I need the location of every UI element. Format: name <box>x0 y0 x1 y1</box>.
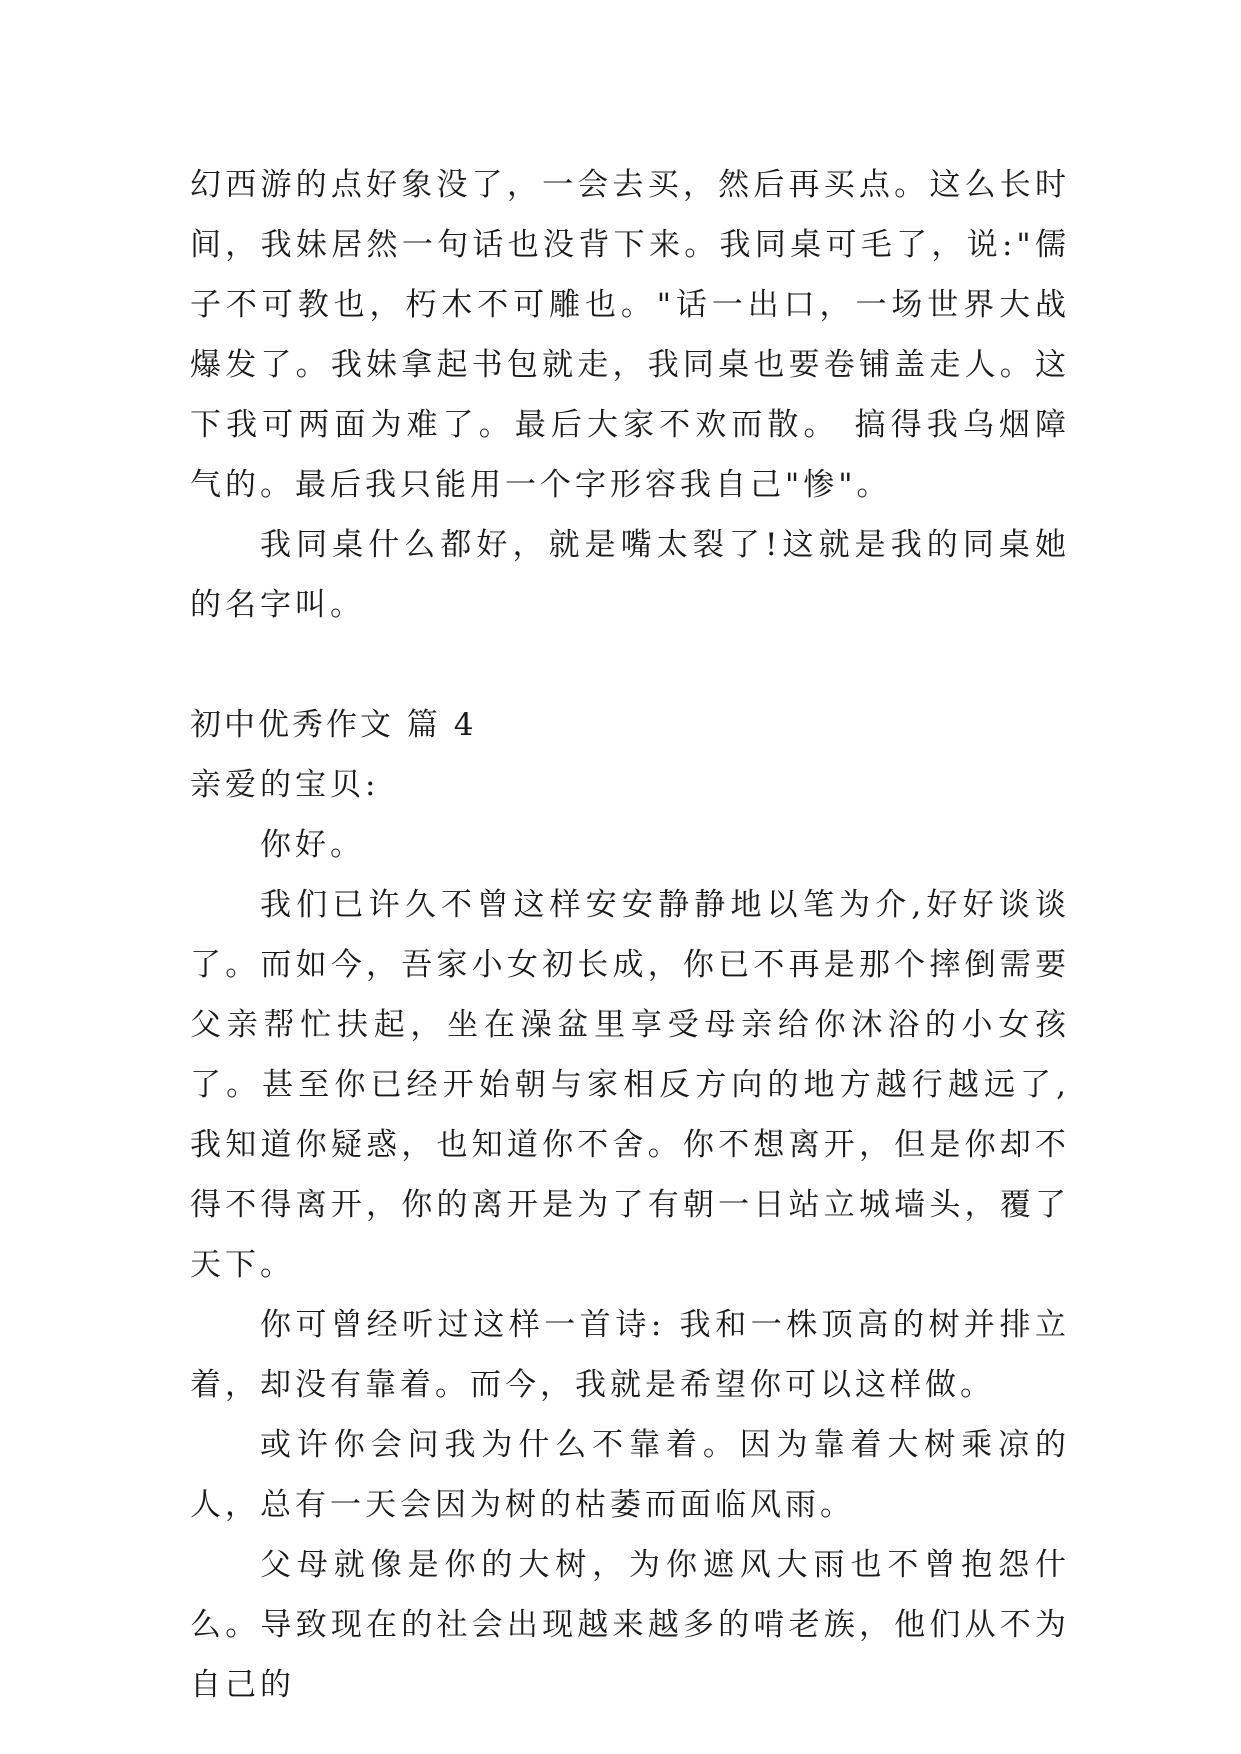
letter-salutation: 亲爱的宝贝: <box>190 767 380 803</box>
essay-heading: 初中优秀作文 篇 4 <box>190 707 477 743</box>
section-gap <box>190 635 1070 695</box>
letter-greeting: 你好。 <box>260 827 365 863</box>
letter-paragraph-1: 我们已许久不曾这样安安静静地以笔为介,好好谈谈了。而如今，吾家小女初长成，你已不再是那个摔倒需要父亲帮忙扶起，坐在澡盆里享受母亲给你沐浴的小女孩了。甚至你已经开始朝与家相反方向的地方越行越远了,我知道你疑惑，也知道你不舍。你不想离开，但是你却不得不得离开，你的离开是为了有朝一日站立城墙头，覆了天下。 <box>190 887 1070 1283</box>
letter-paragraph-3: 或许你会问我为什么不靠着。因为靠着大树乘凉的人，总有一天会因为树的枯萎而面临风雨。 <box>190 1427 1070 1523</box>
letter-paragraph-2: 你可曾经听过这样一首诗: 我和一株顶高的树并排立着，却没有靠着。而今，我就是希望你可以这样做。 <box>190 1307 1070 1403</box>
letter-paragraph-4: 父母就像是你的大树，为你遮风大雨也不曾抱怨什么。导致现在的社会出现越来越多的啃老族，他们从不为自己的 <box>190 1547 1070 1703</box>
paragraph-essay3-conclusion: 我同桌什么都好，就是嘴太裂了!这就是我的同桌她的名字叫。 <box>190 527 1070 623</box>
paragraph-essay3-dialogue: 幻西游的点好象没了，一会去买，然后再买点。这么长时间，我妹居然一句话也没背下来。我同桌可毛了，说:"儒子不可教也，朽木不可雕也。"话一出口，一场世界大战爆发了。我妹拿起书包就走，我同桌也要卷铺盖走人。这下我可两面为难了。最后大家不欢而散。 搞得我乌烟障气的。最后我只能用一个字形容我自己"惨"。 <box>190 167 1070 503</box>
document-page <box>190 155 1070 1715</box>
